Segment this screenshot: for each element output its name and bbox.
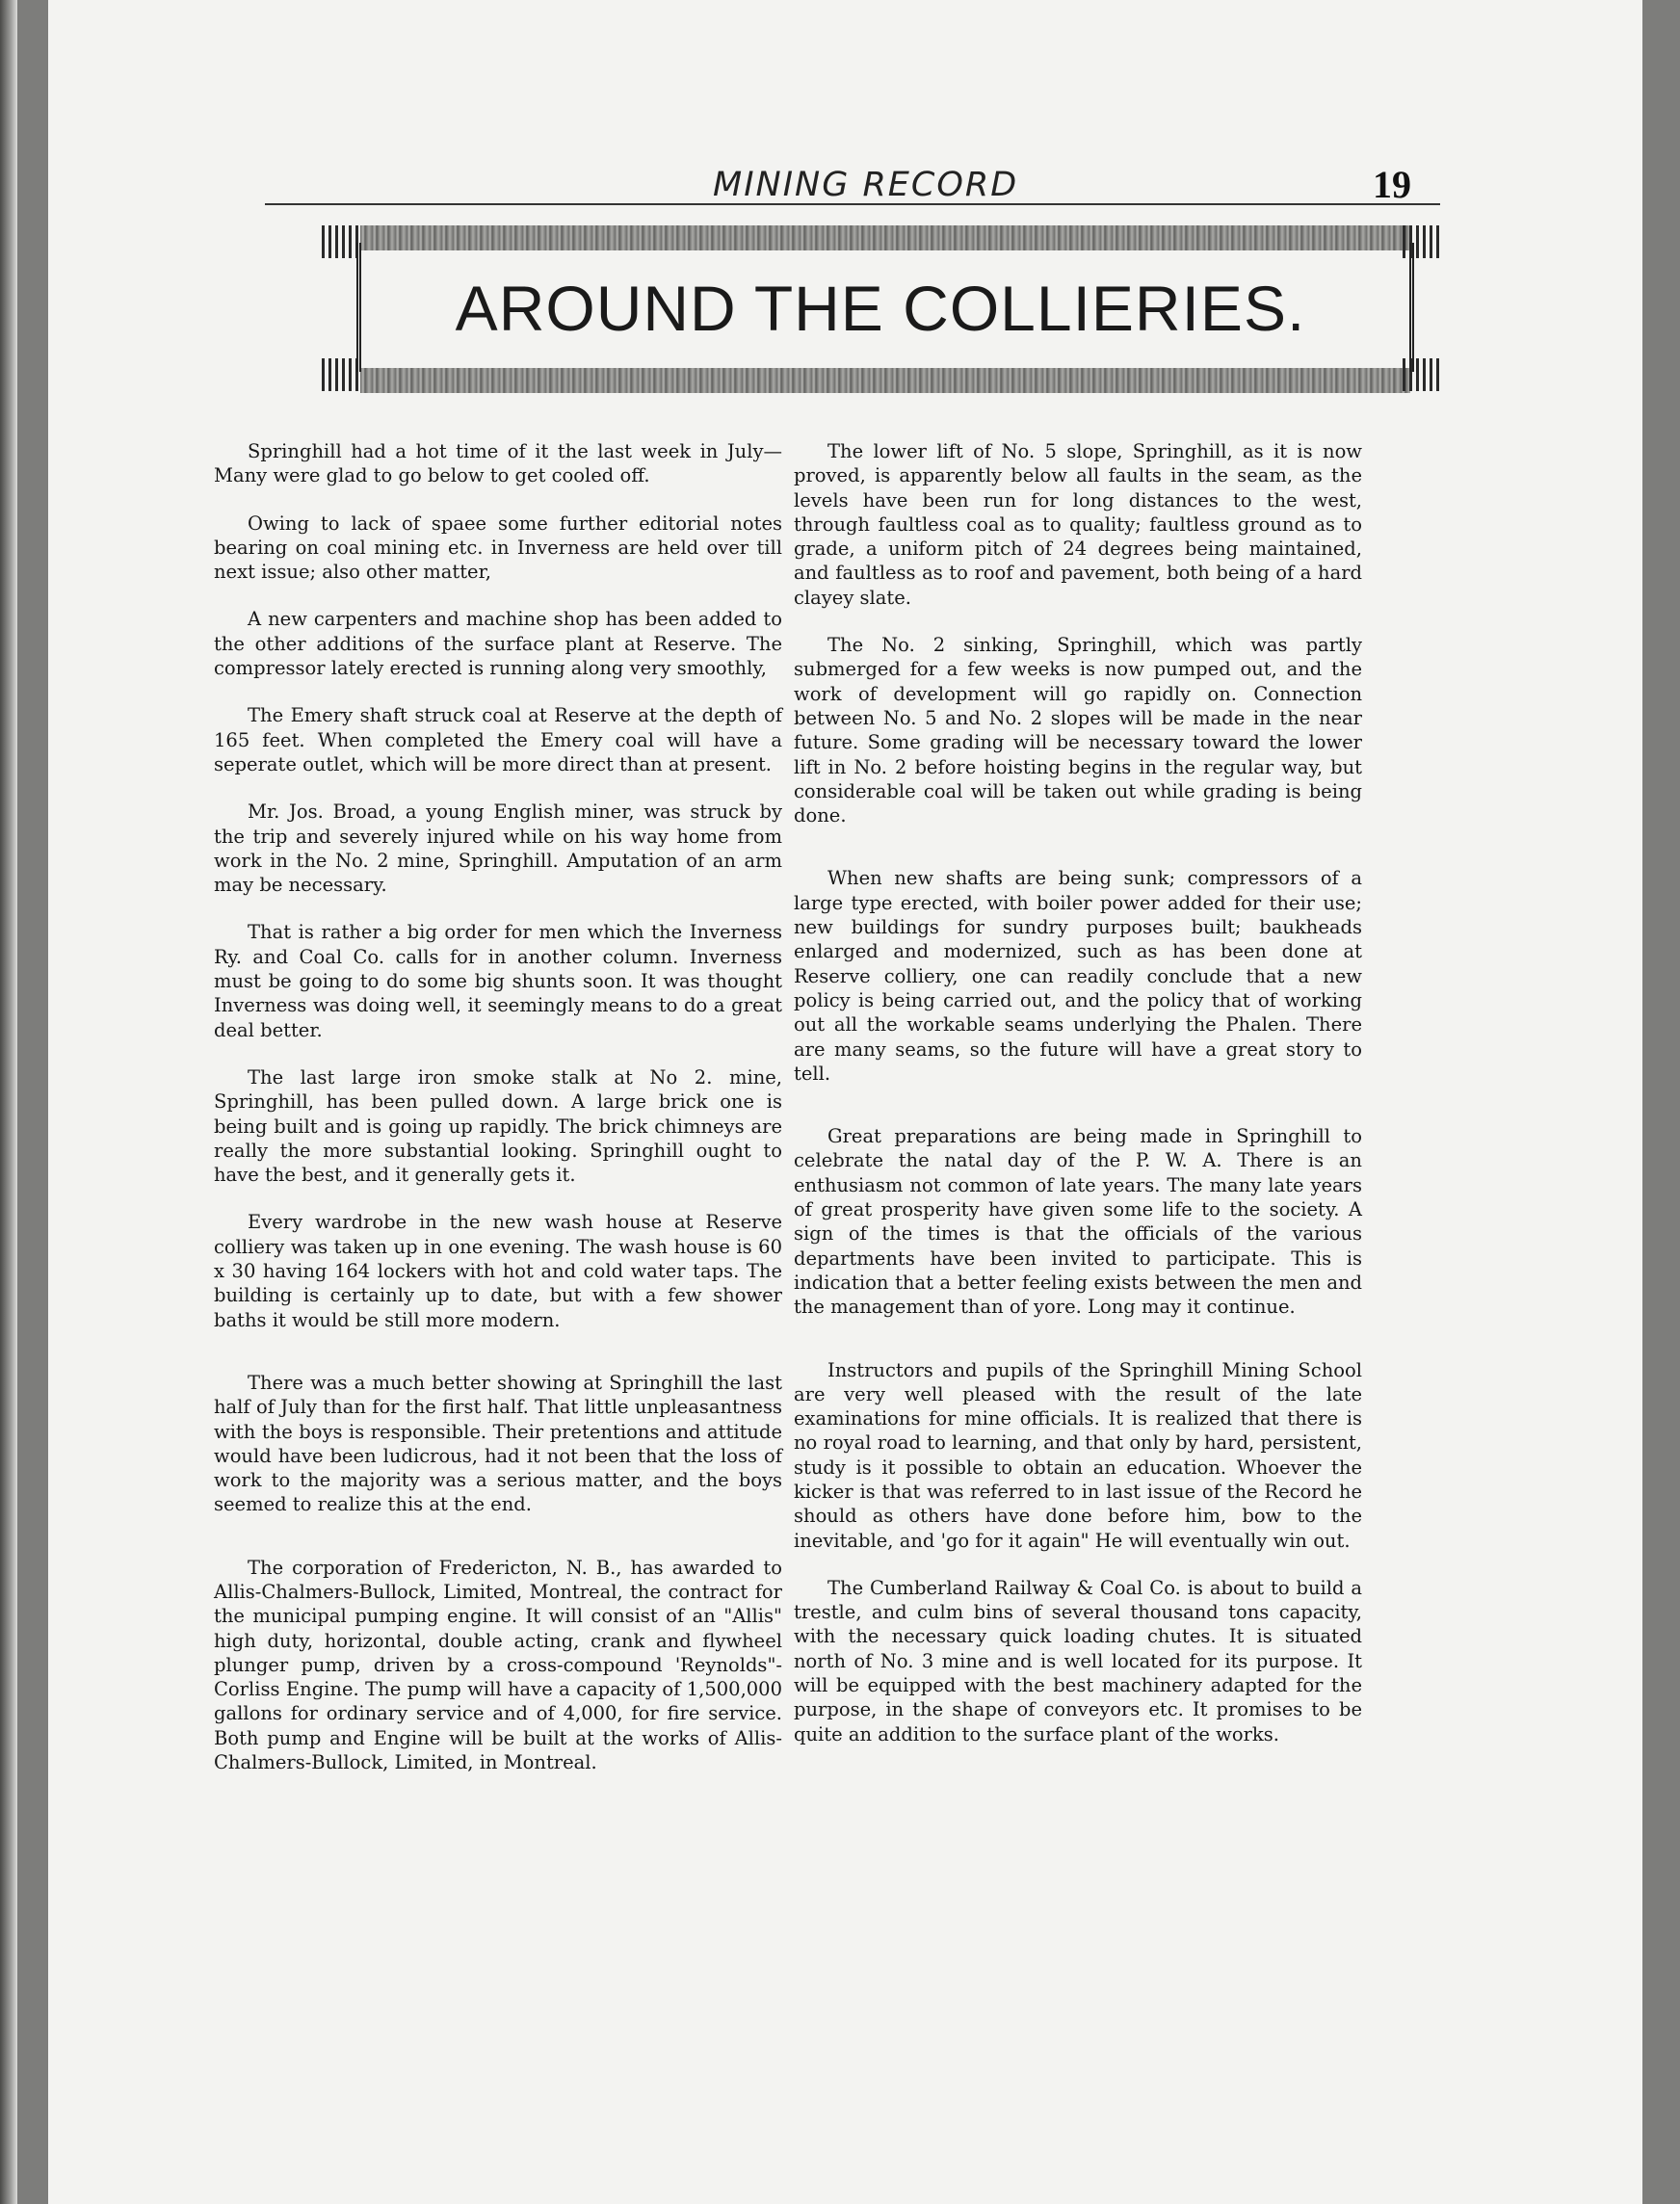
right-column — [794, 439, 1362, 1770]
news-item: When new shafts are being sunk; compressors of a large type erected, with boiler power added for their use; new buildings for sundry purposes built; baukheads enlarged and modernized, such as has been done at Reserve colliery, one can readily conclude that a new policy is being carried out, and the policy that of working out all the workable seams underlying the Phalen. There are many seams, so the future will have a great story to tell. — [794, 867, 1362, 1085]
title-banner — [322, 225, 1439, 391]
news-item: That is rather a big order for men which the Inverness Ry. and Coal Co. calls for in another column. Inverness must be going to do some big shunts soon. It was thought Inverness was doing well, it seemingly means to do a great deal better. — [214, 921, 782, 1041]
news-item: Mr. Jos. Broad, a young English miner, was struck by the trip and severely injured while on his way home from work in the No. 2 mine, Springhill. Amputation of an arm may be necessary. — [214, 800, 782, 897]
news-item: Instructors and pupils of the Springhill Mining School are very well pleased with the result of the late examinations for mine officials. It is realized that there is no royal road to learning, and that only by hard, persistent, study is it possible to obtain an education. Whoever the kicker is that was referred to in last issue of the Record he should as others have done before him, bow to the inevitable, and 'go for it again" He will eventually win out. — [794, 1358, 1362, 1552]
news-item: Great preparations are being made in Springhill to celebrate the natal day of the P. W. A. There is an enthusiasm not common of late years. The many late years of great prosperity have given some life to the society. A sign of the times is that the officials of the various departments have been invited to participate. This is indication that a better feeling exists between the men and the management than of yore. Long may it continue. — [794, 1125, 1362, 1319]
news-item: Springhill had a hot time of it the last week in July—Many were glad to go below to get cooled off. — [214, 440, 782, 487]
news-item: The Emery shaft struck coal at Reserve at the depth of 165 feet. When completed the Emery coal will have a seperate outlet, which will be more direct than at present. — [214, 704, 782, 775]
banner-corner-ornament — [322, 358, 358, 391]
page-number: 19 — [1373, 163, 1411, 206]
news-item: Every wardrobe in the new wash house at Reserve colliery was taken up in one evening. The wash house is 60 x 30 having 164 lockers with hot and cold water taps. The building is certainly up to date, but with a few shower baths it would be still more modern. — [214, 1211, 782, 1331]
news-item: Owing to lack of spaee some further editorial notes bearing on coal mining etc. in Inverness are held over till next issue; also other matter, — [214, 512, 782, 584]
banner-corner-ornament — [322, 225, 358, 258]
news-item: A new carpenters and machine shop has been added to the other additions of the surface plant at Reserve. The compressor lately erected is running along very smoothly, — [214, 608, 782, 680]
header-rule — [265, 203, 1440, 205]
left-column — [214, 439, 782, 1797]
article-heading: AROUND THE COLLIERIES. — [455, 273, 1306, 344]
news-item: The Cumberland Railway & Coal Co. is about to build a trestle, and culm bins of several thousand tons capacity, with the necessary quick loading chutes. It is situated north of No. 3 mine and is well located for its purpose. It will be equipped with the best machinery adapted for the purpose, in the shape of conveyors etc. It promises to be quite an addition to the surface plant of the works. — [794, 1576, 1362, 1745]
running-title: MINING RECORD — [713, 166, 1019, 204]
news-item: The corporation of Fredericton, N. B., has awarded to Allis-Chalmers-Bullock, Limited, Montreal, the contract for the municipal pumping engine. It will consist of an "Allis" high duty, horizontal, double acting, crank and flywheel plunger pump, driven by a cross-compound 'Reynolds"-Corliss Engine. The pump will have a capacity of 1,500,000 gallons for ordinary service and of 4,000, for fire service. Both pump and Engine will be built at the works of Allis-Chalmers-Bullock, Limited, in Montreal. — [214, 1556, 782, 1774]
news-item: The last large iron smoke stalk at No 2. mine, Springhill, has been pulled down. A large brick one is being built and is going up rapidly. The brick chimneys are really the more substantial looking. Springhill ought to have the best, and it generally gets it. — [214, 1065, 782, 1187]
page-binding-shadow — [0, 0, 17, 2204]
news-item: The lower lift of No. 5 slope, Springhill, as it is now proved, is apparently below all faults in the seam, as the levels have been run for long distances to the west, through faultless coal as to quality; faultless ground as to grade, a uniform pitch of 24 degrees being maintained, and faultless as to roof and pavement, both being of a hard clayey slate. — [794, 440, 1362, 609]
news-item: The No. 2 sinking, Springhill, which was partly submerged for a few weeks is now pumped out, and the work of development will go rapidly on. Connection between No. 5 and No. 2 slopes will be made in the near future. Some grading will be necessary toward the lower lift in No. 2 before hoisting begins in the regular way, but considerable coal will be taken out while grading is being done. — [794, 634, 1362, 827]
news-item: There was a much better showing at Springhill the last half of July than for the first half. That little unpleasantness with the boys is responsible. Their pretentions and attitude would have been ludicrous, had it not been that the loss of work to the majority was a serious matter, and the boys seemed to realize this at the end. — [214, 1371, 782, 1516]
